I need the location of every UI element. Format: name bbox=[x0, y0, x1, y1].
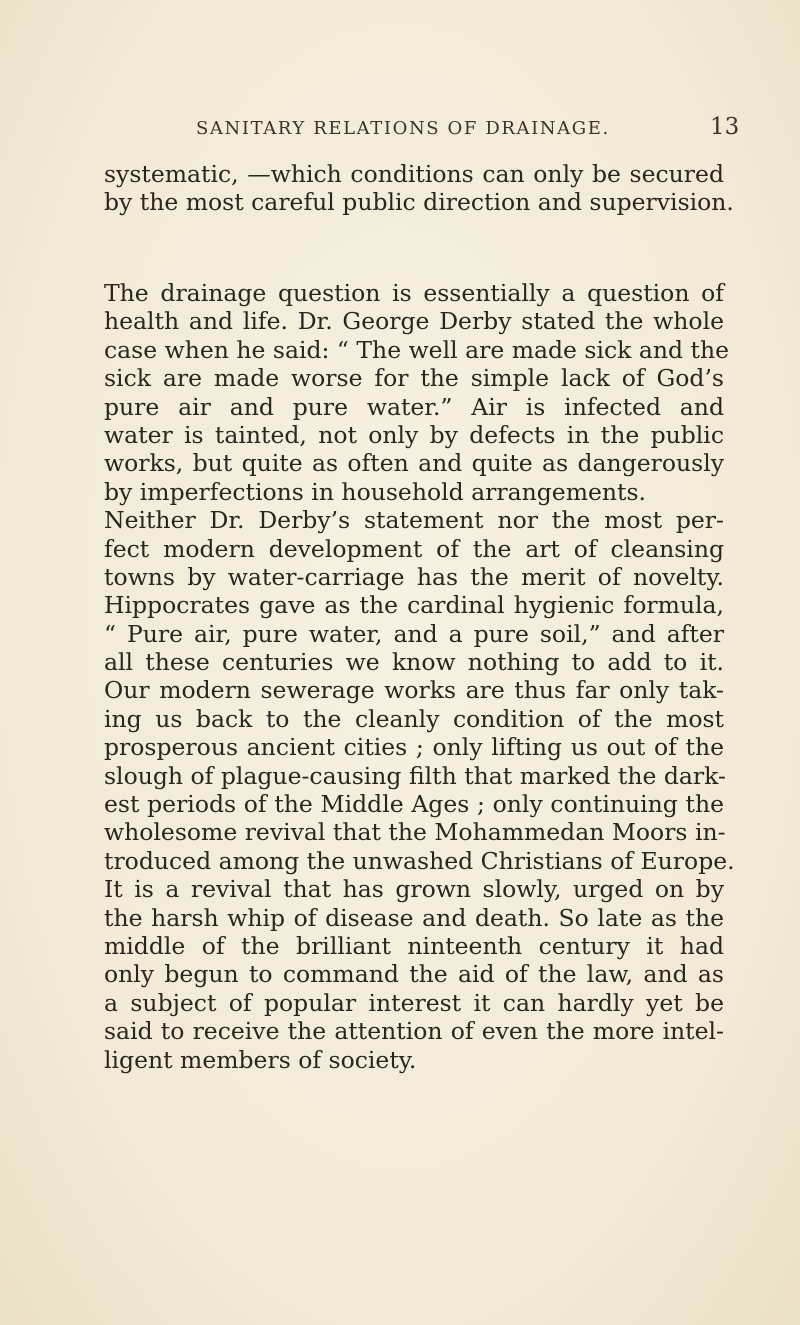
text-line: wholesome revival that the Mohammedan Moors in- bbox=[104, 818, 726, 847]
text-line: pure air and pure water.” Air is infected and bbox=[104, 392, 724, 421]
text-line: systematic, —which conditions can only be secured bbox=[104, 160, 724, 188]
text-line: health and life. Dr. George Derby stated the whole bbox=[104, 307, 724, 336]
text-line: all these centuries we know nothing to add to it. bbox=[104, 648, 724, 677]
text-line: towns by water-carriage has the merit of novelty. bbox=[104, 562, 724, 591]
text-line: by imperfections in household arrangements. bbox=[104, 477, 647, 506]
running-head: SANITARY RELATIONS OF DRAINAGE. bbox=[196, 118, 610, 139]
text-line: the harsh whip of disease and death. So late as the bbox=[104, 903, 724, 932]
text-line: only begun to command the aid of the law, and as bbox=[104, 960, 724, 989]
text-line: case when he said: “ The well are made sick and the bbox=[104, 335, 730, 364]
text-line: works, but quite as often and quite as dangerously bbox=[104, 449, 724, 478]
text-line: “ Pure air, pure water, and a pure soil,” and after bbox=[104, 619, 724, 648]
text-line: est periods of the Middle Ages ; only continuing the bbox=[104, 790, 724, 819]
paragraph-1 bbox=[104, 160, 734, 217]
text-line: Neither Dr. Derby’s statement nor the most per- bbox=[104, 506, 724, 535]
text-line: middle of the brilliant ninteenth century it had bbox=[104, 931, 724, 960]
text-line: ing us back to the cleanly condition of the most bbox=[104, 704, 724, 733]
text-line: said to receive the attention of even the more intel- bbox=[104, 1017, 724, 1046]
paragraph-2 bbox=[104, 279, 735, 1074]
text-line: sick are made worse for the simple lack of God’s bbox=[104, 364, 724, 393]
text-line: fect modern development of the art of cleansing bbox=[104, 534, 724, 563]
text-line: a subject of popular interest it can hardly yet be bbox=[104, 988, 724, 1017]
text-line: by the most careful public direction and supervision. bbox=[104, 188, 734, 217]
text-line: water is tainted, not only by defects in the public bbox=[104, 420, 724, 449]
text-line: Hippocrates gave as the cardinal hygienic formula, bbox=[104, 591, 724, 620]
text-line: troduced among the unwashed Christians of Europe. bbox=[104, 846, 735, 875]
text-line: The drainage question is essentially a question of bbox=[104, 279, 724, 307]
text-line: prosperous ancient cities ; only lifting us out of the bbox=[104, 733, 724, 762]
text-line: slough of plague-causing filth that marked the dark- bbox=[104, 761, 726, 790]
text-line: Our modern sewerage works are thus far only tak- bbox=[104, 676, 724, 705]
text-line: ligent members of society. bbox=[104, 1045, 417, 1074]
text-line: It is a revival that has grown slowly, urged on by bbox=[104, 875, 724, 904]
page-number: 13 bbox=[710, 114, 740, 140]
